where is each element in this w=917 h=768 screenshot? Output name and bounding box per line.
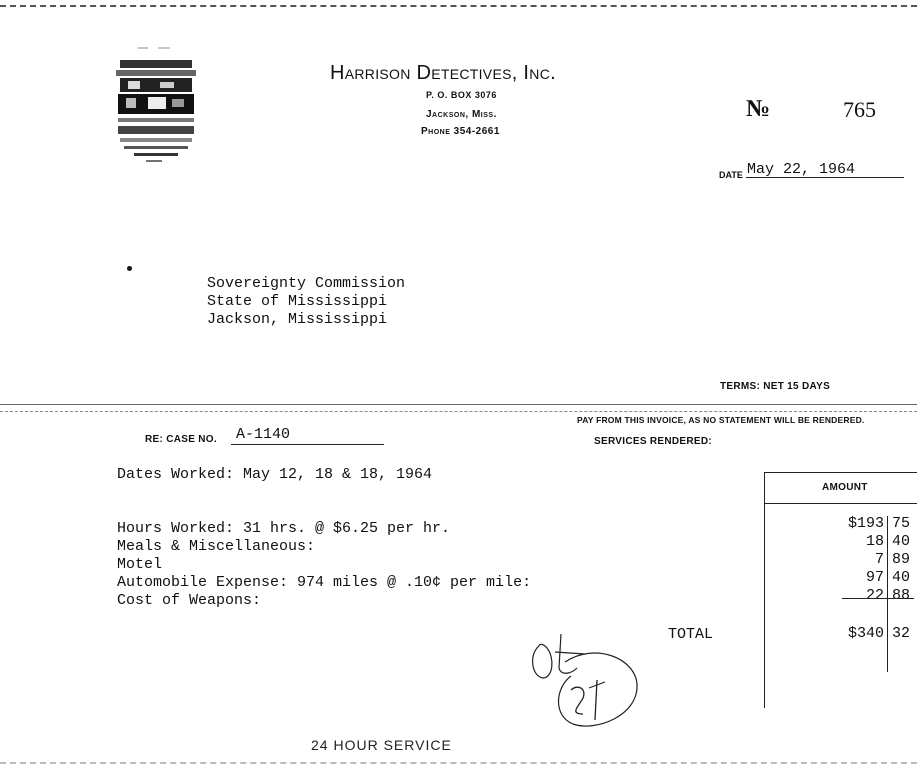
line-item-cents: 88 [892,587,911,604]
addressee-line-1: Sovereignty Commission [207,275,406,292]
divider-rule [0,404,917,412]
line-item-dollars: $193 [847,515,884,532]
line-item-dollars: 18 [865,533,884,550]
total-dollars: $340 [847,625,884,642]
margin-dot [127,266,132,271]
date-label: DATE [719,170,743,180]
date-underline [746,177,904,178]
line-item-description: Meals & Miscellaneous: [117,538,316,555]
amount-header: AMOUNT [822,482,868,493]
line-item-dollars: 22 [865,587,884,604]
top-border-rule [0,5,917,7]
line-item-cents: 40 [892,533,911,550]
company-po-box: P. O. BOX 3076 [426,90,497,100]
services-rendered-label: SERVICES RENDERED: [594,436,713,447]
line-item-dollars: 97 [865,569,884,586]
line-item-cents: 40 [892,569,911,586]
total-cents: 32 [892,625,911,642]
addressee-line-3: Jackson, Mississippi [207,311,388,328]
line-item-dollars: 7 [874,551,884,568]
line-item-description: Automobile Expense: 974 miles @ .10¢ per mile: [117,574,532,591]
handwritten-annotation [525,628,647,734]
pay-from-invoice-note: PAY FROM THIS INVOICE, AS NO STATEMENT WILL BE RENDERED. [577,415,865,425]
line-item-description: Hours Worked: 31 hrs. @ $6.25 per hr. [117,520,451,537]
company-city: Jackson, Miss. [426,109,497,120]
amount-header-rule [764,503,917,504]
addressee-line-2: State of Mississippi [207,293,388,310]
invoice-number-label: № [746,96,771,122]
dates-worked: Dates Worked: May 12, 18 & 18, 1964 [117,466,433,483]
line-item-description: Motel [117,556,163,573]
line-item-cents: 75 [892,515,911,532]
company-logo-shield [112,44,198,166]
line-item-description: Cost of Weapons: [117,592,262,609]
payment-terms: TERMS: NET 15 DAYS [720,381,831,392]
amount-column-top-rule [764,472,917,473]
invoice-number: 765 [843,97,876,122]
footer-24-hour-service: 24 HOUR SERVICE [311,737,452,753]
subtotal-rule [842,598,914,599]
company-name: Harrison Detectives, Inc. [330,62,556,84]
bottom-border-rule [0,762,917,764]
line-item-cents: 89 [892,551,911,568]
total-label: TOTAL [668,626,714,643]
case-number: A-1140 [236,426,291,443]
company-phone: Phone 354-2661 [421,126,500,137]
cents-divider [887,516,888,672]
case-number-underline [231,444,384,445]
invoice-date: May 22, 1964 [747,161,856,178]
case-number-label: RE: CASE NO. [145,434,217,445]
